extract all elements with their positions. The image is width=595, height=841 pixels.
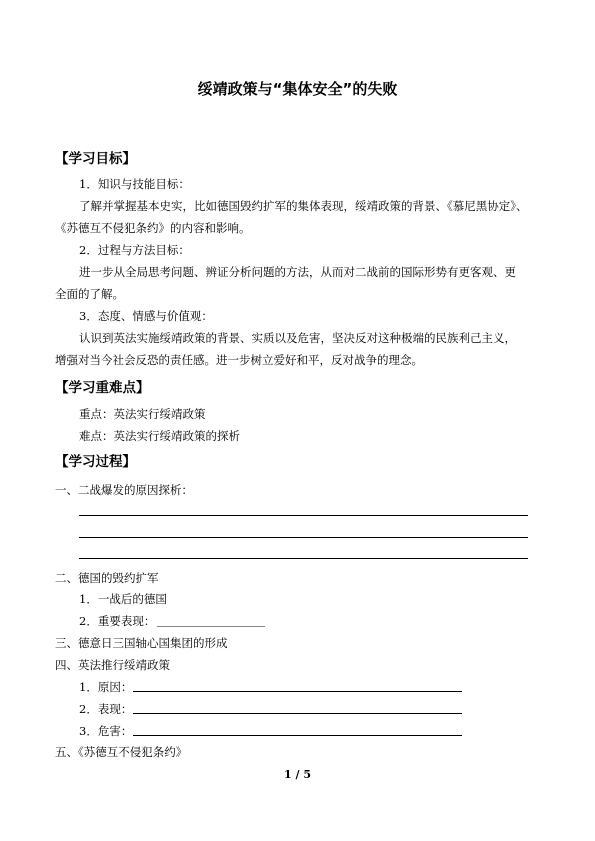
objective-3-line-2: 增强对当今社会反恐的责任感。进一步树立爱好和平，反对战争的理念。 [55,353,423,367]
answer-line[interactable] [133,735,462,736]
objective-1-line-2: 《苏德互不侵犯条约》的内容和影响。 [55,221,251,235]
section-heading-process: 【学习过程】 [55,454,136,470]
page-number: 1 / 5 [284,768,311,781]
question-4: 四、英法推行绥靖政策 [55,658,170,672]
objective-2-heading: 2．过程与方法目标： [79,243,190,257]
objective-3-line-1: 认识到英法实施绥靖政策的背景、实质以及危害，坚决反对这种极端的民族利己主义， [79,331,516,345]
section-heading-key-points: 【学习重难点】 [55,380,150,396]
document-title: 绥靖政策与“集体安全”的失败 [197,80,398,98]
question-5: 五、《苏德互不侵犯条约》 [55,745,188,759]
answer-line[interactable] [133,713,462,714]
question-1: 一、二战爆发的原因探析： [55,483,193,497]
answer-line[interactable] [79,537,528,538]
objective-3-heading: 3．态度、情感与价值观： [79,309,213,323]
question-2-item-1: 1．一战后的德国 [79,592,167,606]
key-point-difficulty: 难点：英法实行绥靖政策的探析 [79,429,240,443]
objective-1-heading: 1．知识与技能目标： [79,177,190,191]
answer-line[interactable] [157,626,265,627]
objective-2-line-2: 全面的了解。 [55,287,124,301]
question-4-item-1: 1．原因： [79,680,133,694]
answer-line[interactable] [79,558,528,559]
question-3: 三、德意日三国轴心国集团的形成 [55,636,228,650]
question-2: 二、德国的毁约扩军 [55,571,159,585]
key-point-focus: 重点：英法实行绥靖政策 [79,407,206,421]
answer-line[interactable] [133,691,462,692]
question-2-item-2: 2．重要表现： [79,614,156,628]
section-heading-objectives: 【学习目标】 [55,151,136,167]
objective-2-line-1: 进一步从全局思考问题、辨证分析问题的方法，从而对二战前的国际形势有更客观、更 [79,265,516,279]
answer-line[interactable] [79,515,528,516]
objective-1-line-1: 了解并掌握基本史实，比如德国毁约扩军的集体表现，绥靖政策的背景、《慕尼黑协定》、 [79,199,528,213]
question-4-item-2: 2．表现： [79,702,133,716]
question-4-item-3: 3．危害： [79,724,133,738]
